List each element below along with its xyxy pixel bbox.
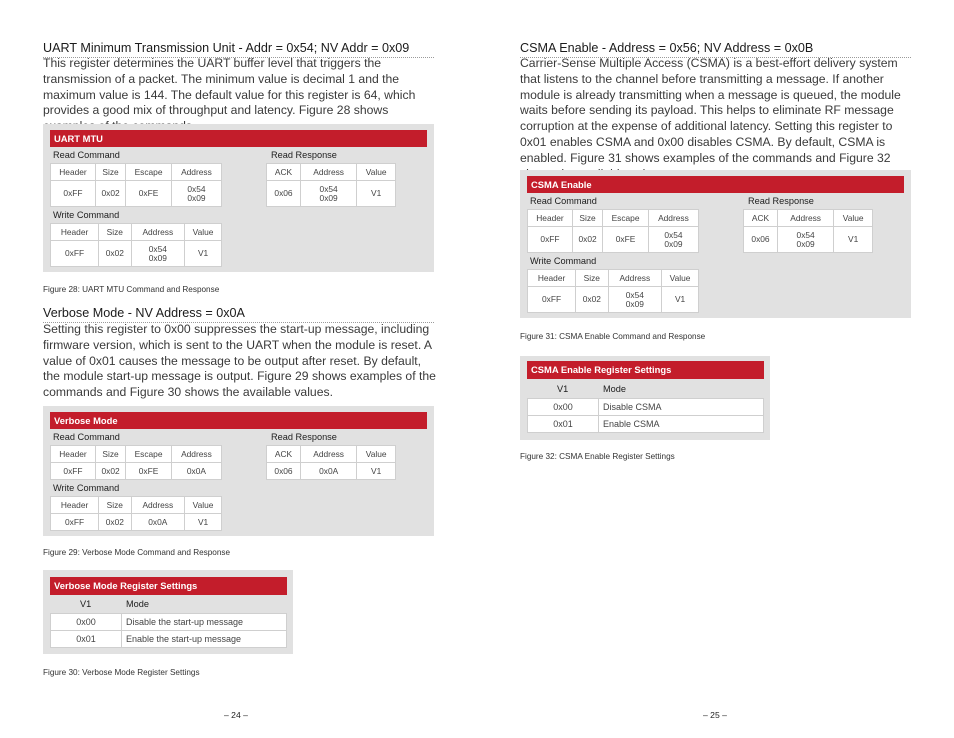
table-cell: 0x54 0x09 <box>131 241 185 267</box>
table-cell: ACK <box>744 210 778 227</box>
table-cell: V1 <box>185 241 222 267</box>
read-response-table <box>266 163 396 207</box>
table-cell: 0xFF <box>528 227 573 253</box>
table-cell: V1 <box>834 227 873 253</box>
read-command-table <box>50 445 222 480</box>
table-cell: 0x0A <box>131 514 185 531</box>
table-cell: Address <box>171 164 221 181</box>
figure-32-caption: Figure 32: CSMA Enable Register Settings <box>520 452 675 461</box>
table-cell: Address <box>648 210 698 227</box>
table-cell: Value <box>357 446 396 463</box>
figure-28-caption: Figure 28: UART MTU Command and Response <box>43 285 220 294</box>
table-cell: Value <box>662 270 699 287</box>
table-cell: Header <box>51 497 99 514</box>
read-command-label: Read Command <box>530 196 597 206</box>
table-cell: 0xFF <box>51 181 96 207</box>
settings-table <box>50 613 287 648</box>
page-number: – 25 – <box>703 710 727 720</box>
table-cell: Size <box>95 164 125 181</box>
table-cell: V1 <box>662 287 699 313</box>
table-cell: 0x02 <box>95 181 125 207</box>
panel-title: UART MTU <box>50 130 427 147</box>
table-cell: 0x54 0x09 <box>171 181 221 207</box>
col-mode-header: Mode <box>603 384 626 394</box>
table-cell: ACK <box>267 446 301 463</box>
read-command-label: Read Command <box>53 150 120 160</box>
verbose-settings-panel <box>43 570 293 654</box>
uart-mtu-description: This register determines the UART buffer level that triggers the transmission of a packet. The minimum value is decimal 1 and the maximum value is 144. The default value for this register is 64, which provides a good mix of throughput and latency. Figure 28 shows <box>43 56 416 118</box>
table-cell: 0xFF <box>51 463 96 480</box>
table-cell: Value <box>357 164 396 181</box>
read-command-table <box>527 209 699 253</box>
table-cell: 0x00 <box>528 399 599 416</box>
col-mode-header: Mode <box>126 599 149 609</box>
verbose-mode-panel <box>43 406 434 536</box>
page-number: – 24 – <box>224 710 248 720</box>
table-cell: V1 <box>185 514 222 531</box>
write-command-table <box>50 496 222 531</box>
table-cell: 0x0A <box>301 463 357 480</box>
table-cell: Header <box>528 210 573 227</box>
uart-mtu-heading: UART Minimum Transmission Unit - Addr = 0x54; NV Addr = 0x09 <box>43 41 434 58</box>
read-response-label: Read Response <box>271 150 337 160</box>
table-cell: Address <box>301 164 357 181</box>
read-response-table <box>743 209 873 253</box>
read-response-table <box>266 445 396 480</box>
table-cell: 0x06 <box>744 227 778 253</box>
table-row <box>51 614 287 631</box>
panel-title: CSMA Enable <box>527 176 904 193</box>
table-cell: 0x01 <box>528 416 599 433</box>
read-response-label: Read Response <box>748 196 814 206</box>
write-command-table <box>50 223 222 267</box>
table-cell: Escape <box>603 210 649 227</box>
table-cell: 0x02 <box>95 463 125 480</box>
table-cell: Size <box>572 210 602 227</box>
figure-30-caption: Figure 30: Verbose Mode Register Settings <box>43 668 200 677</box>
table-cell: Address <box>171 446 221 463</box>
table-cell: Escape <box>126 446 172 463</box>
table-cell: 0x02 <box>572 227 602 253</box>
table-cell: Address <box>131 497 185 514</box>
write-command-table <box>527 269 699 313</box>
table-row <box>528 399 764 416</box>
table-cell: 0x54 0x09 <box>648 227 698 253</box>
table-cell: Size <box>99 497 131 514</box>
csma-enable-heading: CSMA Enable - Address = 0x56; NV Address = 0x0B <box>520 41 911 58</box>
table-cell: Disable the start-up message <box>122 614 287 631</box>
table-row <box>51 631 287 648</box>
table-cell: 0x0A <box>171 463 221 480</box>
table-cell: 0xFF <box>51 514 99 531</box>
right-page <box>477 0 954 738</box>
table-cell: Enable CSMA <box>599 416 764 433</box>
settings-table <box>527 398 764 433</box>
table-cell: 0xFE <box>603 227 649 253</box>
table-cell: Size <box>95 446 125 463</box>
table-cell: Address <box>608 270 662 287</box>
panel-title: Verbose Mode <box>50 412 427 429</box>
col-v1-header: V1 <box>557 384 569 394</box>
table-cell: Enable the start-up message <box>122 631 287 648</box>
table-cell: Value <box>834 210 873 227</box>
uart-mtu-panel <box>43 124 434 272</box>
table-cell: 0x02 <box>576 287 608 313</box>
table-cell: Value <box>185 224 222 241</box>
table-cell: Address <box>778 210 834 227</box>
table-row <box>528 416 764 433</box>
table-cell: Escape <box>126 164 172 181</box>
table-cell: Header <box>528 270 576 287</box>
table-cell: 0x02 <box>99 241 131 267</box>
table-cell: 0x54 0x09 <box>778 227 834 253</box>
table-cell: 0xFF <box>51 241 99 267</box>
read-response-label: Read Response <box>271 432 337 442</box>
verbose-mode-description: Setting this register to 0x00 suppresses the start-up message, including firmware version, which is sent to the UART when the module is reset. A value of 0x01 causes the message to be output after reset. By default, the module start-up message is output. Figure 29 shows examples of the commands and Figure 30 shows the available values. <box>43 322 436 400</box>
table-cell: Disable CSMA <box>599 399 764 416</box>
table-cell: 0x02 <box>99 514 131 531</box>
table-cell: Size <box>99 224 131 241</box>
table-cell: 0x06 <box>267 463 301 480</box>
table-cell: Header <box>51 446 96 463</box>
table-cell: V1 <box>357 463 396 480</box>
table-cell: 0x54 0x09 <box>608 287 662 313</box>
write-command-label: Write Command <box>53 210 120 220</box>
read-command-table <box>50 163 222 207</box>
table-cell: 0x06 <box>267 181 301 207</box>
settings-title: CSMA Enable Register Settings <box>527 361 764 379</box>
csma-enable-description: Carrier-Sense Multiple Access (CSMA) is a best-effort delivery system that listens to the channel before transmitting a message. If another module is already transmitting when a message is queued, the module waits before sending its payload. This helps to eliminate RF message corruption at the expense of additional latency. Setting this register to 0x01 enables CSMA and 0x00 disables CSMA. By default, CSMA is enabled. Figure 31 shows examples of the commands and Figure 32 <box>520 56 901 165</box>
verbose-mode-heading: Verbose Mode - NV Address = 0x0A <box>43 306 434 323</box>
csma-enable-panel <box>520 170 911 318</box>
table-cell: 0xFE <box>126 463 172 480</box>
table-cell: 0xFF <box>528 287 576 313</box>
col-v1-header: V1 <box>80 599 92 609</box>
write-command-label: Write Command <box>530 256 597 266</box>
table-cell: ACK <box>267 164 301 181</box>
write-command-label: Write Command <box>53 483 120 493</box>
table-cell: Header <box>51 164 96 181</box>
settings-title: Verbose Mode Register Settings <box>50 577 287 595</box>
table-cell: Size <box>576 270 608 287</box>
read-command-label: Read Command <box>53 432 120 442</box>
figure-31-caption: Figure 31: CSMA Enable Command and Response <box>520 332 706 341</box>
table-cell: 0x54 0x09 <box>301 181 357 207</box>
csma-settings-panel <box>520 356 770 440</box>
table-cell: 0x01 <box>51 631 122 648</box>
table-cell: V1 <box>357 181 396 207</box>
table-cell: Address <box>301 446 357 463</box>
table-cell: Value <box>185 497 222 514</box>
figure-29-caption: Figure 29: Verbose Mode Command and Response <box>43 548 231 557</box>
table-cell: 0x00 <box>51 614 122 631</box>
table-cell: Header <box>51 224 99 241</box>
table-cell: 0xFE <box>126 181 172 207</box>
table-cell: Address <box>131 224 185 241</box>
